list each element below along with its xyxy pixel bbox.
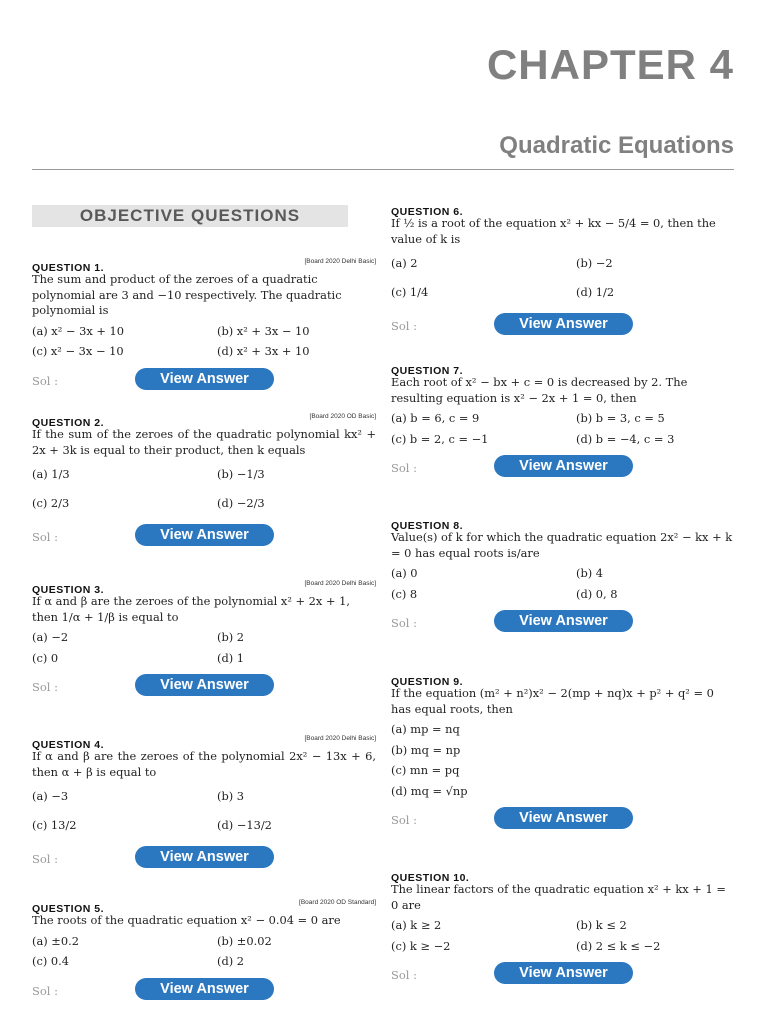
- option-c: (c) k ≥ −2: [391, 938, 451, 953]
- question-3: [32, 578, 376, 698]
- sol-label: Sol :: [32, 852, 59, 866]
- option-a: (a) −3: [32, 789, 69, 803]
- sol-label: Sol :: [391, 813, 418, 827]
- question-text: If α and β are the zeroes of the polynomial x² + 2x + 1, then 1/α + 1/β is equal to: [32, 594, 351, 624]
- option-b: (b) 3: [217, 789, 245, 803]
- view-answer-button[interactable]: View Answer: [494, 610, 633, 632]
- view-answer-button[interactable]: View Answer: [494, 807, 633, 829]
- option-b: (b) x² + 3x − 10: [217, 323, 310, 338]
- question-source: [Board 2020 Delhi Basic]: [304, 580, 376, 587]
- option-c: (c) 0.4: [32, 954, 70, 968]
- option-d: (d) b = −4, c = 3: [576, 431, 675, 446]
- option-c: (c) 2/3: [32, 496, 70, 510]
- option-c: (c) mn = pq: [391, 763, 460, 777]
- option-d: (d) mq = √np: [391, 783, 468, 798]
- question-text: Value(s) of k for which the quadratic equation 2x² − kx + k = 0 has equal roots is/are: [391, 530, 733, 560]
- question-8: [391, 514, 735, 634]
- question-2: [32, 411, 376, 548]
- sol-label: Sol :: [32, 983, 59, 998]
- option-a: (a) b = 6, c = 9: [391, 411, 480, 425]
- view-answer-button[interactable]: View Answer: [494, 313, 633, 335]
- sol-label: Sol :: [32, 373, 59, 388]
- question-text: Each root of x² − bx + c = 0 is decreased by 2. The resulting equation is x² − 2x + 1 = 0, then: [391, 375, 688, 405]
- option-b: (b) k ≤ 2: [576, 918, 627, 932]
- question-1: [32, 256, 376, 392]
- question-text: If α and β are the zeroes of the polynomial 2x² − 13x + 6, then α + β is equal to: [32, 749, 376, 779]
- option-a: (a) ±0.2: [32, 933, 79, 948]
- question-6: [391, 200, 735, 337]
- option-b: (b) −2: [576, 256, 613, 270]
- question-label: QUESTION 8.: [391, 520, 464, 532]
- sol-label: Sol :: [391, 968, 418, 982]
- question-label: QUESTION 2.: [32, 417, 105, 429]
- option-a: (a) x² − 3x + 10: [32, 323, 125, 338]
- option-c: (c) 13/2: [32, 818, 77, 832]
- question-source: [Board 2020 Delhi Basic]: [304, 258, 376, 265]
- view-answer-button[interactable]: View Answer: [135, 368, 274, 390]
- question-text: The linear factors of the quadratic equation x² + kx + 1 = 0 are: [391, 882, 726, 912]
- sol-label: Sol :: [32, 530, 59, 544]
- question-text: If the sum of the zeroes of the quadratic polynomial kx² + 2x + 3k is equal to their product, then k equals: [32, 427, 376, 457]
- chapter-subtitle: Quadratic Equations: [499, 132, 734, 159]
- question-source: [Board 2020 OD Standard]: [299, 899, 376, 906]
- option-a: (a) −2: [32, 630, 69, 644]
- option-b: (b) 4: [576, 566, 604, 580]
- option-c: (c) 8: [391, 586, 418, 601]
- option-a: (a) mp = nq: [391, 722, 460, 736]
- question-label: QUESTION 1.: [32, 262, 105, 274]
- question-label: QUESTION 3.: [32, 584, 105, 596]
- option-d: (d) −13/2: [217, 818, 272, 832]
- view-answer-button[interactable]: View Answer: [494, 962, 633, 984]
- option-d: (d) 0, 8: [576, 586, 618, 601]
- view-answer-button[interactable]: View Answer: [135, 674, 274, 696]
- option-b: (b) mq = np: [391, 742, 461, 757]
- option-d: (d) 2: [217, 954, 245, 968]
- question-source: [Board 2020 OD Basic]: [309, 413, 376, 420]
- chapter-title: CHAPTER 4: [486, 41, 734, 88]
- view-answer-button[interactable]: View Answer: [135, 846, 274, 868]
- question-7: [391, 359, 735, 479]
- question-label: QUESTION 9.: [391, 676, 464, 688]
- option-a: (a) 2: [391, 256, 418, 270]
- view-answer-button[interactable]: View Answer: [135, 524, 274, 546]
- option-a: (a) 1/3: [32, 467, 70, 481]
- question-10: [391, 866, 735, 986]
- sol-label: Sol :: [391, 461, 418, 475]
- option-d: (d) 1: [217, 650, 245, 665]
- question-label: QUESTION 5.: [32, 903, 105, 915]
- option-d: (d) −2/3: [217, 496, 265, 510]
- option-a: (a) k ≥ 2: [391, 918, 442, 932]
- sol-label: Sol :: [32, 680, 59, 694]
- header-divider: [32, 169, 734, 170]
- option-b: (b) b = 3, c = 5: [576, 411, 665, 425]
- option-a: (a) 0: [391, 566, 418, 580]
- question-source: [Board 2020 Delhi Basic]: [304, 735, 376, 742]
- question-4: [32, 733, 376, 870]
- question-9: [391, 670, 735, 831]
- sol-label: Sol :: [391, 616, 418, 630]
- sol-label: Sol :: [391, 319, 418, 333]
- option-b: (b) ±0.02: [217, 933, 272, 948]
- option-c: (c) x² − 3x − 10: [32, 344, 124, 358]
- option-d: (d) 1/2: [576, 285, 615, 299]
- option-d: (d) x² + 3x + 10: [217, 344, 310, 358]
- option-c: (c) b = 2, c = −1: [391, 431, 489, 446]
- question-label: QUESTION 4.: [32, 739, 105, 751]
- question-label: QUESTION 7.: [391, 365, 464, 377]
- option-b: (b) −1/3: [217, 467, 265, 481]
- section-header: OBJECTIVE QUESTIONS: [32, 205, 348, 227]
- option-d: (d) 2 ≤ k ≤ −2: [576, 938, 661, 953]
- question-label: QUESTION 6.: [391, 206, 464, 218]
- question-5: [32, 897, 376, 1002]
- question-text: The sum and product of the zeroes of a quadratic polynomial are 3 and −10 respectively. The quadratic polynomial is: [32, 272, 342, 317]
- question-text: If ½ is a root of the equation x² + kx − 5/4 = 0, then the value of k is: [391, 216, 716, 246]
- question-text: The roots of the quadratic equation x² − 0.04 = 0 are: [32, 913, 341, 927]
- view-answer-button[interactable]: View Answer: [494, 455, 633, 477]
- view-answer-button[interactable]: View Answer: [135, 978, 274, 1000]
- option-c: (c) 1/4: [391, 285, 429, 299]
- question-text: If the equation (m² + n²)x² − 2(mp + nq)x + p² + q² = 0 has equal roots, then: [391, 686, 714, 716]
- option-b: (b) 2: [217, 630, 245, 644]
- question-label: QUESTION 10.: [391, 872, 470, 884]
- option-c: (c) 0: [32, 650, 59, 665]
